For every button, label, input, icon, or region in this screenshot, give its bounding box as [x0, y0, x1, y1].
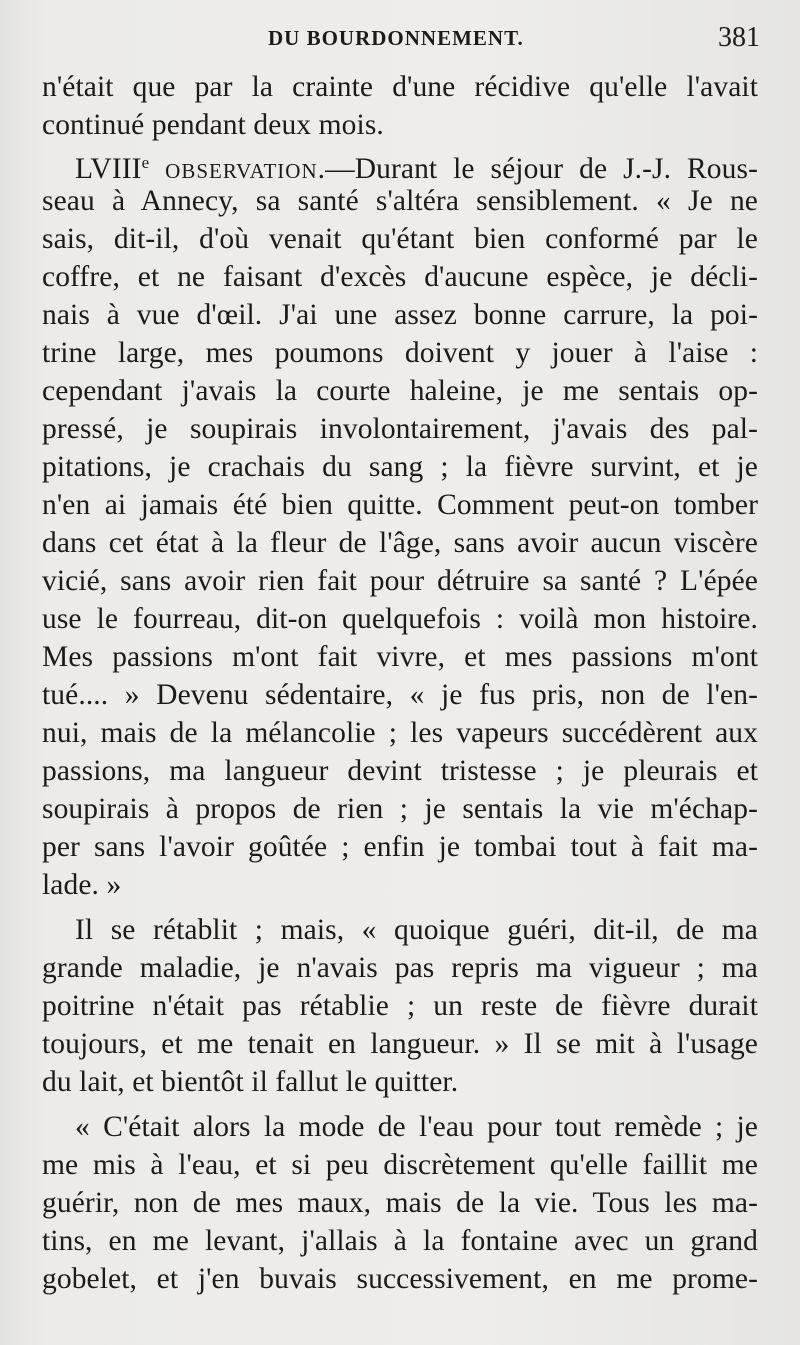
text-line: pressé, je soupirais involontairement, j'avais des pal-	[42, 413, 758, 445]
text-line: dans cet état à la fleur de l'âge, sans avoir aucun viscère	[42, 527, 758, 559]
text-line: guérir, non de mes maux, mais de la vie. Tous les ma-	[42, 1187, 758, 1219]
text-line: nais à vue d'œil. J'ai une assez bonne carrure, la poi-	[42, 299, 758, 331]
observation-numeral: LVIII	[75, 153, 142, 185]
text-line: trine large, mes poumons doivent y jouer à l'aise :	[42, 337, 758, 369]
observation-text: .—Durant le séjour de J.-J. Rous-	[317, 153, 758, 185]
text-line: gobelet, et j'en buvais successivement, en me prome-	[42, 1263, 758, 1295]
text-line: poitrine n'était pas rétablie ; un reste de fièvre durait	[42, 990, 758, 1022]
text-line: coffre, et ne faisant d'excès d'aucune espèce, je décli-	[42, 261, 758, 293]
text-line: pitations, je crachais du sang ; la fièvre survint, et je	[42, 451, 758, 483]
text-line: me mis à l'eau, et si peu discrètement qu'elle faillit me	[42, 1149, 758, 1181]
text-line: Mes passions m'ont fait vivre, et mes passions m'ont	[42, 641, 758, 673]
text-line: per sans l'avoir goûtée ; enfin je tombai tout à fait ma-	[42, 831, 758, 863]
text-line: n'était que par la crainte d'une récidive qu'elle l'avait	[42, 71, 758, 103]
text-line: use le fourreau, dit-on quelquefois : voilà mon histoire.	[42, 603, 758, 635]
page-number: 381	[718, 22, 760, 53]
text-line: vicié, sans avoir rien fait pour détruire sa santé ? L'épée	[42, 565, 758, 597]
text-line: tins, en me levant, j'allais à la fontaine avec un grand	[42, 1225, 758, 1257]
text-line: nui, mais de la mélancolie ; les vapeurs succédèrent aux	[42, 717, 758, 749]
text-line: soupirais à propos de rien ; je sentais la vie m'échap-	[42, 793, 758, 825]
running-header	[0, 22, 760, 56]
text-line: tué.... » Devenu sédentaire, « je fus pris, non de l'en-	[42, 679, 758, 711]
running-title: DU BOURDONNEMENT.	[268, 26, 524, 50]
text-line: cependant j'avais la courte haleine, je me sentais op-	[42, 375, 758, 407]
text-line: passions, ma langueur devint tristesse ; je pleurais et	[42, 755, 758, 787]
text-line: « C'était alors la mode de l'eau pour tout remède ; je	[75, 1111, 758, 1143]
text-line: lade. »	[42, 869, 122, 901]
observation-superscript: e	[141, 153, 150, 172]
text-line: sais, dit-il, d'où venait qu'étant bien conformé par le	[42, 223, 758, 255]
text-line: Il se rétablit ; mais, « quoique guéri, dit-il, de ma	[75, 914, 758, 946]
observation-label: observation	[165, 153, 318, 185]
observation-heading-line	[75, 144, 758, 185]
text-line: du lait, et bientôt il fallut le quitter.	[42, 1066, 459, 1098]
text-line: toujours, et me tenait en langueur. » Il se mit à l'usage	[42, 1028, 758, 1060]
text-line: seau à Annecy, sa santé s'altéra sensiblement. « Je ne	[42, 185, 758, 217]
text-line: n'en ai jamais été bien quitte. Comment peut-on tomber	[42, 489, 758, 521]
text-line: continué pendant deux mois.	[42, 109, 384, 141]
text-line: grande maladie, je n'avais pas repris ma vigueur ; ma	[42, 952, 758, 984]
